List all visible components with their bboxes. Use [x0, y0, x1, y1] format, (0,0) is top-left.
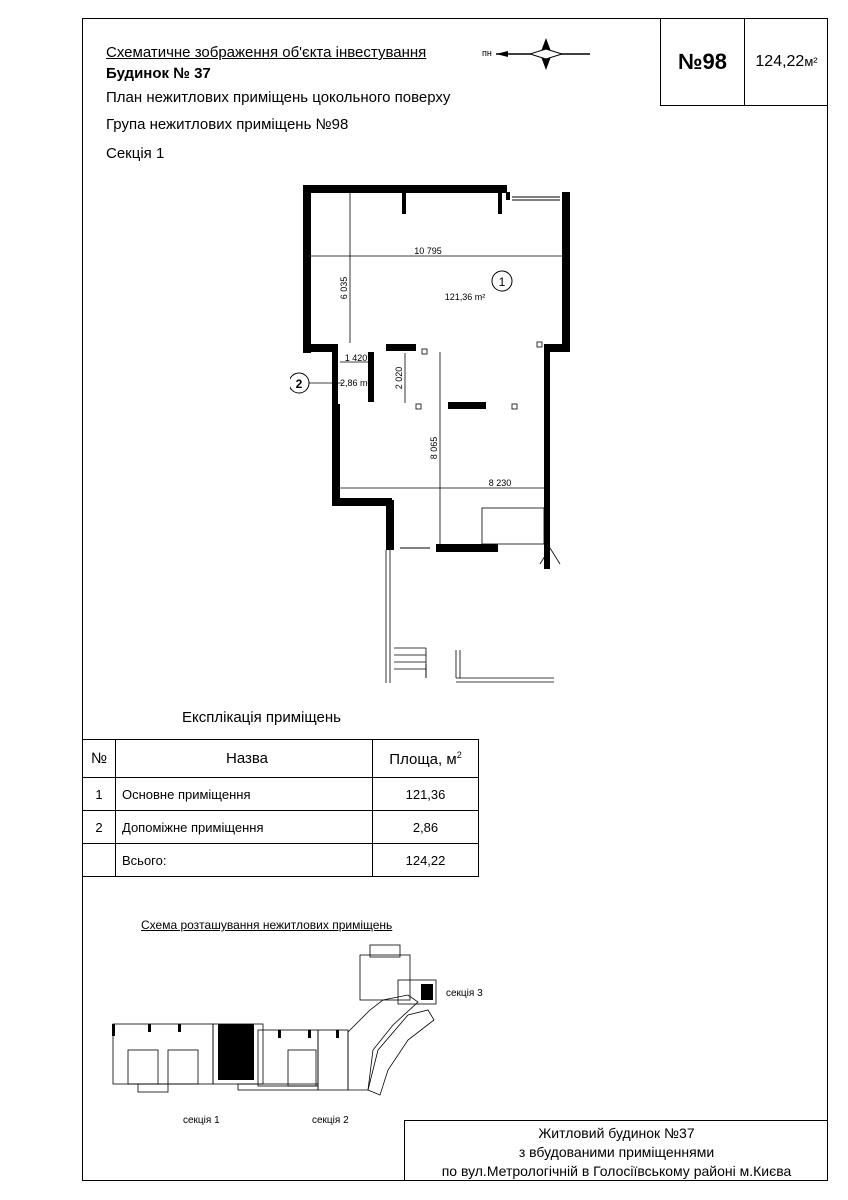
group-area — [744, 18, 828, 106]
title-line-3: по вул.Метрологічній в Голосіївському районі м.Києва — [441, 1163, 792, 1179]
room-2-number: 2 — [295, 377, 303, 391]
title-line-2: з вбудованими приміщеннями — [518, 1144, 715, 1160]
table-row — [83, 844, 479, 877]
row-name: Основне приміщення — [116, 778, 373, 811]
table-header-row — [83, 740, 479, 778]
north-label: пн — [482, 48, 492, 58]
row-name: Всього: — [116, 844, 373, 877]
dimension-lower-width: 8 230 — [488, 478, 512, 488]
dimension-wc-depth: 2 020 — [394, 366, 404, 390]
north-arrow-icon — [494, 36, 594, 72]
room-1-area: 121,36 m² — [444, 292, 486, 302]
drawing-title: Схематичне зображення об'єкта інвестування — [106, 44, 427, 61]
group-number: №98 — [660, 18, 744, 106]
group-area-value: 124,22 — [755, 52, 805, 70]
location-scheme — [108, 940, 448, 1110]
title-line-1: Житловий будинок №37 — [538, 1125, 695, 1141]
dimension-lower-depth: 8 065 — [429, 436, 439, 460]
number-box — [660, 18, 828, 106]
header-area — [373, 740, 479, 778]
row-area: 124,22 — [373, 844, 479, 877]
room-1-number: 1 — [498, 275, 506, 289]
explication-table — [82, 739, 479, 877]
section-label: Секція 1 — [106, 145, 165, 162]
row-area: 2,86 — [373, 811, 479, 844]
location-scheme-caption: Схема розташування нежитлових приміщень — [141, 918, 393, 932]
row-num: 2 — [83, 811, 116, 844]
explication-caption: Експлікація приміщень — [182, 709, 341, 726]
dimension-depth: 6 035 — [339, 276, 349, 300]
row-num: 1 — [83, 778, 116, 811]
table-row — [83, 778, 479, 811]
group-label: Група нежитлових приміщень №98 — [106, 116, 349, 133]
scheme-section-3: секція 3 — [446, 988, 483, 999]
dimension-width: 10 795 — [414, 246, 442, 256]
row-num — [83, 844, 116, 877]
header-area-text: Площа, м — [389, 750, 457, 768]
row-name: Допоміжне приміщення — [116, 811, 373, 844]
header-num: № — [83, 740, 116, 778]
floor-plan — [290, 178, 570, 688]
title-block — [404, 1120, 828, 1181]
room-2-area: 2,86 m² — [340, 378, 371, 388]
building-label: Будинок № 37 — [106, 65, 211, 82]
group-area-unit: м² — [804, 54, 818, 69]
dimension-wc-width: 1 420 — [344, 353, 368, 363]
header-area-sup: 2 — [456, 749, 462, 760]
plan-label: План нежитлових приміщень цокольного поверху — [106, 89, 451, 106]
table-row — [83, 811, 479, 844]
header-name: Назва — [116, 740, 373, 778]
scheme-section-2: секція 2 — [312, 1115, 349, 1126]
row-area: 121,36 — [373, 778, 479, 811]
scheme-section-1: секція 1 — [183, 1115, 220, 1126]
